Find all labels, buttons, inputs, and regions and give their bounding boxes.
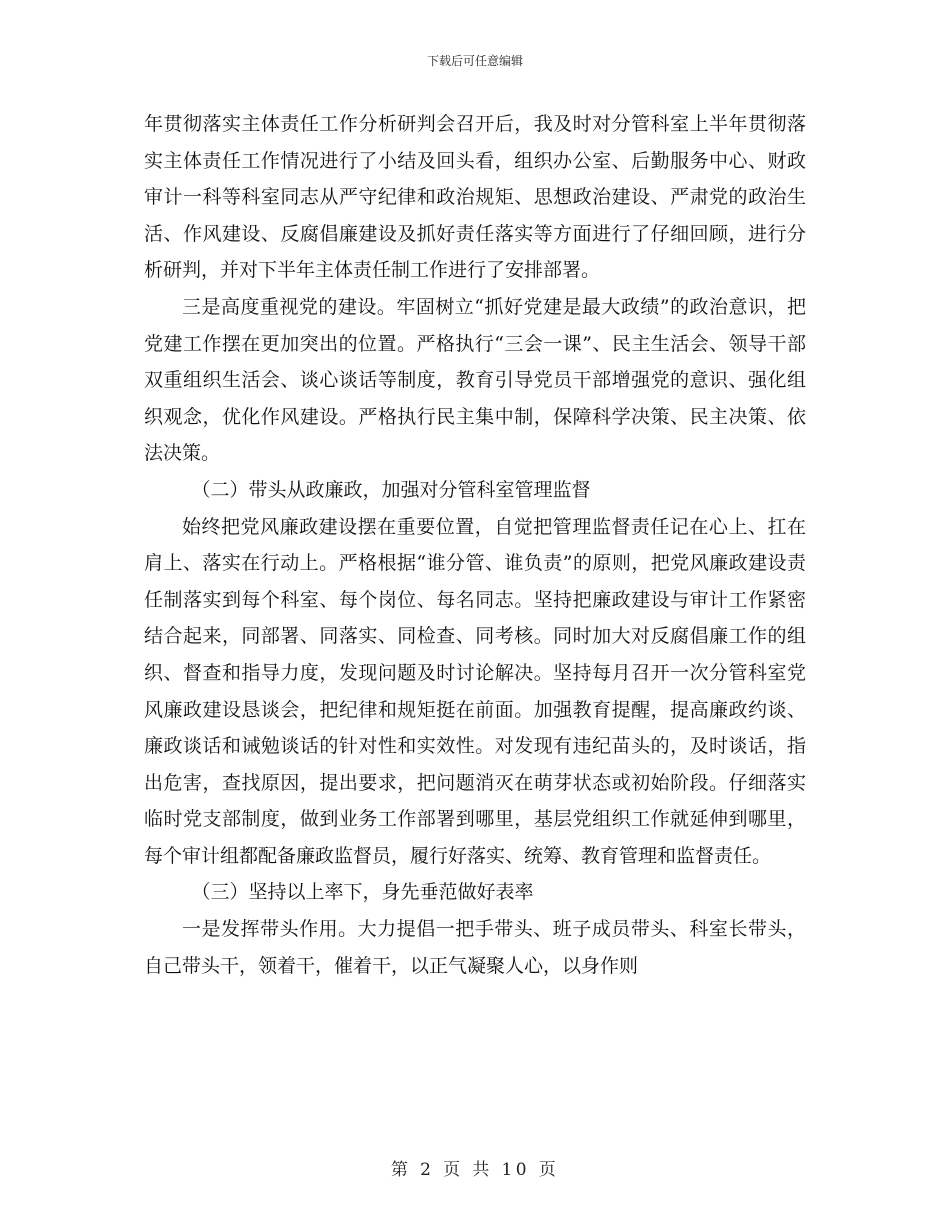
paragraph-3: 始终把党风廉政建设摆在重要位置，自觉把管理监督责任记在心上、扛在肩上、落实在行动上。严格根据“谁分管、谁负责”的原则，把党风廉政建设责任制落实到每个科室、每个岗位、每名同志。坚持把廉政建设与审计工作紧密结合起来，同部署、同落实、同检查、同考核。同时加大对反腐倡廉工作的组织、督查和指导力度，发现问题及时讨论解决。坚持每月召开一次分管科室党风廉政建设恳谈会，把纪律和规矩挺在前面。加强教育提醒，提高廉政约谈、廉政谈话和诫勉谈话的针对性和实效性。对发现有违纪苗头的，及时谈话，指出危害，查找原因，提出要求，把问题消灭在萌芽状态或初始阶段。仔细落实临时党支部制度，做到业务工作部署到哪里，基层党组织工作就延伸到哪里，每个审计组都配备廉政监督员，履行好落实、统筹、教育管理和监督责任。 [144, 515, 806, 867]
paragraph-4: 一是发挥带头作用。大力提倡一把手带头、班子成员带头、科室长带头，自己带头干，领着干，催着干，以正气凝聚人心，以身作则 [144, 918, 806, 977]
section-heading-2: （二）带头从政廉政，加强对分管科室管理监督 [191, 478, 591, 501]
page-footer: 第 2 页 共 10 页 [390, 1160, 560, 1180]
document-body [144, 106, 806, 984]
paragraph-1: 年贯彻落实主体责任工作分析研判会召开后，我及时对分管科室上半年贯彻落实主体责任工作情况进行了小结及回头看，组织办公室、后勤服务中心、财政审计一科等科室同志从严守纪律和政治规矩、思想政治建设、严肃党的政治生活、作风建设、反腐倡廉建设及抓好责任落实等方面进行了仔细回顾，进行分析研判，并对下半年主体责任制工作进行了安排部署。 [144, 113, 806, 282]
paragraph-2: 三是高度重视党的建设。牢固树立“抓好党建是最大政绩”的政治意识，把党建工作摆在更加突出的位置。严格执行“三会一课”、民主生活会、领导干部双重组织生活会、谈心谈话等制度，教育引导党员干部增强党的意识、强化组织观念，优化作风建设。严格执行民主集中制，保障科学决策、民主决策、依法决策。 [144, 295, 806, 465]
section-heading-3: （三）坚持以上率下，身先垂范做好表率 [191, 881, 534, 904]
page-header: 下载后可任意编辑 [426, 54, 523, 68]
